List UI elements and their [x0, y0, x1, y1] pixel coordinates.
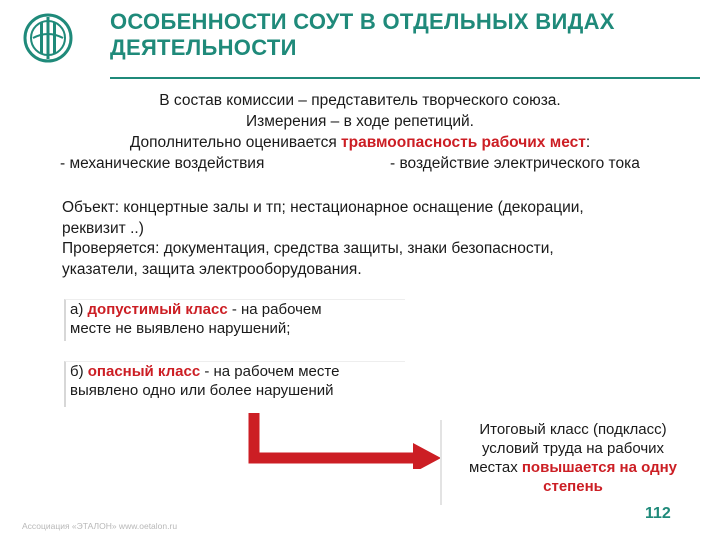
object-line: реквизит ..)	[62, 219, 144, 237]
elbow-arrow-icon	[245, 413, 445, 469]
object-line: Объект: концертные залы и тп; нестационарное оснащение (декорации,	[62, 199, 584, 216]
association-logo-icon	[22, 8, 74, 68]
slide-title-line1: ОСОБЕННОСТИ СОУТ В ОТДЕЛЬНЫХ ВИДАХ	[110, 9, 615, 34]
class-box-prefix: б)	[70, 363, 88, 380]
result-line: Итоговый класс (подкласс)	[479, 421, 667, 438]
assessment-prefix: Дополнительно оценивается	[129, 134, 342, 151]
object-description	[62, 198, 702, 280]
measurements-line: Измерения – в ходе репетиций.	[246, 113, 474, 130]
title-divider	[110, 77, 700, 79]
commission-line: В состав комиссии – представитель творческого союза.	[159, 92, 561, 109]
class-box-hazardous-line2: выявлено одно или более нарушений	[70, 382, 334, 399]
slide-title-line2: ДЕЯТЕЛЬНОСТИ	[110, 35, 297, 60]
slide-title	[110, 9, 700, 61]
hazard-item-electrical: - воздействие электрического тока	[390, 155, 640, 172]
result-box	[440, 420, 704, 505]
class-box-hazardous-line1	[70, 362, 405, 381]
class-box-acceptable-line1	[70, 300, 405, 319]
assessment-line	[0, 133, 720, 153]
page-number: 112	[645, 505, 671, 522]
hazardous-class-highlight: опасный класс	[87, 363, 201, 380]
hazard-item-mechanical: - механические воздействия	[60, 155, 265, 172]
result-line: условий труда на рабочих	[481, 440, 665, 457]
class-box-prefix: а)	[70, 301, 88, 318]
degree-highlight: степень	[543, 478, 603, 495]
class-box-hazardous	[64, 361, 405, 407]
footer-org-text: Ассоциация «ЭТАЛОН» www.oetalon.ru	[22, 521, 178, 531]
acceptable-class-highlight: допустимый класс	[87, 301, 228, 318]
checked-line: указатели, защита электрооборудования.	[62, 260, 362, 278]
result-prefix: местах	[469, 459, 522, 476]
increase-highlight: повышается на одну	[521, 459, 677, 476]
checked-line: Проверяется: документация, средства защиты, знаки безопасности,	[62, 240, 554, 257]
class-box-rest: - на рабочем	[227, 301, 322, 318]
class-box-rest: - на рабочем месте	[200, 363, 340, 380]
class-box-acceptable	[64, 299, 405, 341]
class-box-acceptable-line2: месте не выявлено нарушений;	[70, 320, 291, 337]
result-line	[442, 458, 704, 477]
assessment-suffix: :	[585, 134, 591, 151]
injury-hazard-highlight: травмоопасность рабочих мест	[341, 134, 586, 151]
